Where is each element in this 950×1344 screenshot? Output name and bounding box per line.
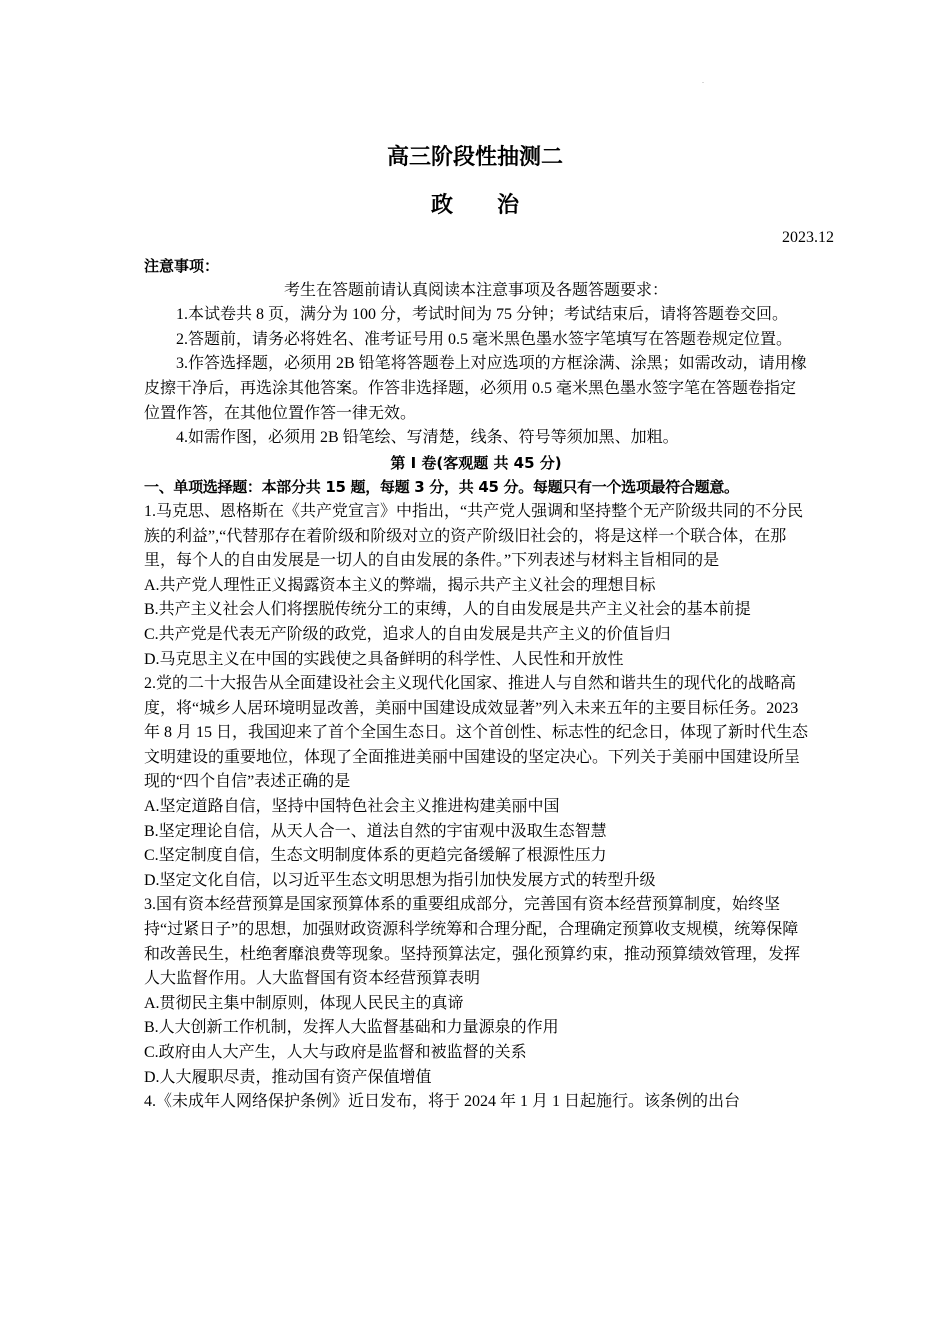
subject-title: 政治	[430, 193, 563, 218]
question-option: B.人大创新工作机制，发挥人大监督基础和力量源泉的作用	[144, 1019, 559, 1037]
exam-title: 高三阶段性抽测二	[386, 145, 563, 170]
notice-heading: 注意事项：	[144, 257, 220, 275]
notice-item: 3.作答选择题，必须用 2B 铅笔将答题卷上对应选项的方框涂满、涂黑；如需改动，请用橡皮擦干净后，再选涂其他答案。作答非选择题，必须用 0.5 毫米黑色墨水签字笔在答题卷指定位置作答，在其他位置作答一律无效。	[144, 355, 807, 422]
notice-item: 2.答题前，请务必将姓名、准考证号用 0.5 毫米黑色墨水签字笔填写在答题卷规定位置。	[176, 330, 793, 348]
question-stem: 4.《未成年人网络保护条例》近日发布，将于 2024 年 1 月 1 日起施行。该条例的出台	[144, 1093, 741, 1111]
question-option: D.马克思主义在中国的实践使之具备鲜明的科学性、人民性和开放性	[144, 650, 624, 668]
question-stem: 3.国有资本经营预算是国家预算体系的重要组成部分，完善国有资本经营预算制度，始终坚持“过紧日子”的思想，加强财政资源科学统筹和合理分配，合理确定预算收支规模，统筹保障和改善民生，杜绝奢靡浪费等现象。坚持预算法定，强化预算约束，推动预算绩效管理，发挥人大监督作用。人大监督国有资本经营预算表明	[144, 896, 801, 988]
notice-item: 4.如需作图，必须用 2B 铅笔绘、写清楚，线条、符号等须加黑、加粗。	[176, 429, 679, 447]
exam-date: 2023.12	[782, 229, 834, 246]
question-option: A.共产党人理性正义揭露资本主义的弊端，揭示共产主义社会的理想目标	[144, 576, 656, 594]
part-heading: 第 Ⅰ 卷(客观题 共 45 分)	[390, 453, 562, 472]
question-option: D.人大履职尽责，推动国有资产保值增值	[144, 1068, 432, 1086]
question-option: C.共产党是代表无产阶级的政党，追求人的自由发展是共产主义的价值旨归	[144, 625, 671, 643]
question-option: C.政府由人大产生，人大与政府是监督和被监督的关系	[144, 1044, 527, 1061]
section-heading: 一、单项选择题：本部分共 15 题，每题 3 分，共 45 分。每题只有一个选项最符合题意。	[144, 478, 739, 497]
notice-intro: 考生在答题前请认真阅读本注意事项及各题答题要求：	[283, 281, 668, 299]
corner-dot: .	[702, 76, 704, 85]
question-option: A.坚定道路自信，坚持中国特色社会主义推进构建美丽中国	[144, 798, 560, 816]
question-stem: 1.马克思、恩格斯在《共产党宣言》中指出，“共产党人强调和坚持整个无产阶级共同的不分民族的利益”,“代替那存在着阶级和阶级对立的资产阶级旧社会的，将是这样一个联合体，在那里，每个人的自由发展是一切人的自由发展的条件。”下列表述与材料主旨相同的是	[144, 502, 804, 570]
question-option: B.共产主义社会人们将摆脱传统分工的束缚，人的自由发展是共产主义社会的基本前提	[144, 601, 751, 619]
exam-content	[144, 254, 808, 1115]
question-option: D.坚定文化自信，以习近平生态文明思想为指引加快发展方式的转型升级	[144, 871, 656, 889]
question-option: B.坚定理论自信，从天人合一、道法自然的宇宙观中汲取生态智慧	[144, 822, 607, 840]
notice-item: 1.本试卷共 8 页，满分为 100 分，考试时间为 75 分钟；考试结束后，请将答题卷交回。	[176, 306, 789, 324]
question-stem: 2.党的二十大报告从全面建设社会主义现代化国家、推进人与自然和谐共生的现代化的战略高度，将“城乡人居环境明显改善，美丽中国建设成效显著”列入未来五年的主要目标任务。2023 年 8 月 15 日，我国迎来了首个全国生态日。这个首创性、标志性的纪念日，体现了新时代生态文明建设的重要地位，体现了全面推进美丽中国建设的坚定决心。下列关于美丽中国建设所呈现的“四个自信”表述正确的是	[144, 675, 809, 791]
question-option: A.贯彻民主集中制原则，体现人民民主的真谛	[144, 994, 464, 1012]
question-option: C.坚定制度自信，生态文明制度体系的更趋完备缓解了根源性压力	[144, 847, 607, 865]
